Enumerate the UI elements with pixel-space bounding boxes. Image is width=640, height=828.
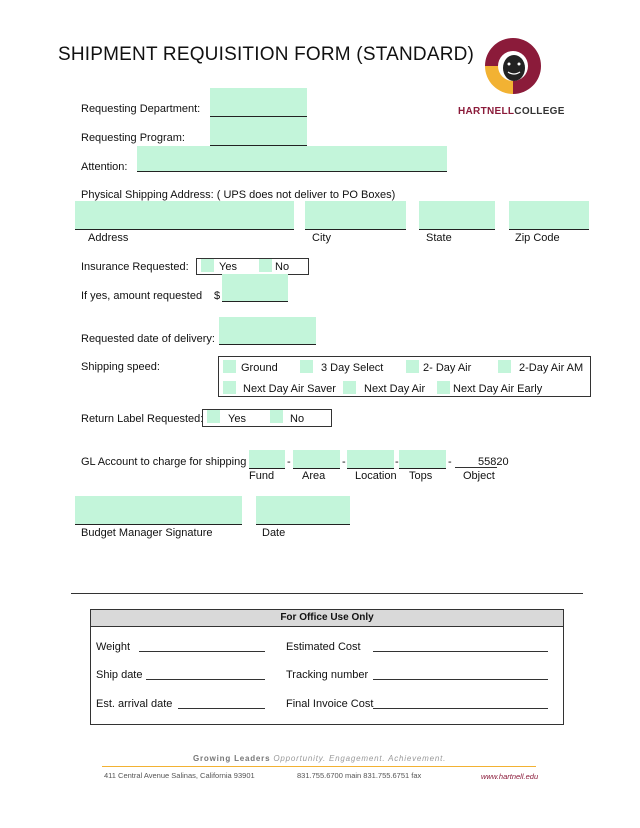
state-label: State: [426, 232, 452, 244]
next-day-air-early-label: Next Day Air Early: [453, 383, 543, 395]
two-day-air-am-label: 2-Day Air AM: [519, 362, 584, 374]
delivery-date-label: Requested date of delivery:: [81, 333, 215, 345]
college-logo: [478, 36, 548, 96]
return-label-yes-label: Yes: [228, 413, 246, 425]
footer-address: 411 Central Avenue Salinas, California 93901: [104, 771, 255, 780]
city-label: City: [312, 232, 331, 244]
weight-label: Weight: [96, 641, 131, 653]
page-title: SHIPMENT REQUISITION FORM (STANDARD): [58, 44, 475, 65]
requesting-program-input[interactable]: [210, 117, 307, 146]
arrival-date-label: Est. arrival date: [96, 698, 173, 710]
signature-date-input[interactable]: [256, 496, 350, 525]
zip-input[interactable]: [509, 201, 589, 230]
budget-manager-signature-input[interactable]: [75, 496, 242, 525]
gl-fund-label: Fund: [249, 470, 275, 482]
requesting-department-input[interactable]: [210, 88, 307, 117]
footer-tagline: Growing Leaders Opportunity. Engagement. Achievement.: [193, 754, 447, 763]
signature-date-label: Date: [262, 527, 286, 539]
dollar-sign: $: [214, 290, 221, 302]
gl-dash: -: [287, 456, 291, 468]
section-divider: [71, 593, 583, 594]
gl-tops-input[interactable]: [399, 450, 446, 469]
insurance-yes-checkbox[interactable]: [201, 259, 214, 272]
ship-date-label: Ship date: [96, 669, 143, 681]
address-input[interactable]: [75, 201, 294, 230]
gl-area-input[interactable]: [293, 450, 340, 469]
attention-label: Attention:: [81, 161, 128, 173]
address-heading: Physical Shipping Address: ( UPS does not deliver to PO Boxes): [81, 189, 396, 201]
amount-input[interactable]: [222, 274, 288, 302]
gl-dash: -: [448, 456, 452, 468]
city-input[interactable]: [305, 201, 406, 230]
address-label: Address: [88, 232, 129, 244]
footer-phone: 831.755.6700 main 831.755.6751 fax: [297, 771, 422, 780]
gl-object-value: 55820: [478, 456, 509, 468]
footer-rule: [102, 766, 536, 767]
tracking-number-input[interactable]: [373, 679, 548, 680]
three-day-select-checkbox[interactable]: [300, 360, 313, 373]
arrival-date-input[interactable]: [178, 708, 265, 709]
panther-seal-icon: [478, 36, 548, 96]
gl-dash: -: [342, 456, 346, 468]
next-day-air-saver-checkbox[interactable]: [223, 381, 236, 394]
three-day-select-label: 3 Day Select: [321, 362, 384, 374]
amount-label: If yes, amount requested: [81, 290, 203, 302]
ship-date-input[interactable]: [146, 679, 265, 680]
next-day-air-saver-label: Next Day Air Saver: [243, 383, 336, 395]
office-use-header: For Office Use Only: [91, 610, 563, 627]
gl-fund-input[interactable]: [249, 450, 285, 469]
tracking-number-label: Tracking number: [286, 669, 369, 681]
gl-area-label: Area: [302, 470, 326, 482]
gl-object-label: Object: [463, 470, 495, 482]
return-label-label: Return Label Requested:: [81, 413, 204, 425]
return-label-no-checkbox[interactable]: [270, 410, 283, 423]
return-label-yes-checkbox[interactable]: [207, 410, 220, 423]
requesting-department-label: Requesting Department:: [81, 103, 201, 115]
gl-tops-label: Tops: [409, 470, 433, 482]
return-label-options-box: [202, 409, 332, 427]
next-day-air-early-checkbox[interactable]: [437, 381, 450, 394]
ground-label: Ground: [241, 362, 278, 374]
insurance-no-checkbox[interactable]: [259, 259, 272, 272]
shipping-speed-label: Shipping speed:: [81, 361, 160, 373]
gl-location-input[interactable]: [347, 450, 394, 469]
college-name: HARTNELLCOLLEGE: [458, 106, 565, 117]
budget-manager-signature-label: Budget Manager Signature: [81, 527, 213, 539]
ground-checkbox[interactable]: [223, 360, 236, 373]
zip-label: Zip Code: [515, 232, 560, 244]
next-day-air-checkbox[interactable]: [343, 381, 356, 394]
gl-location-label: Location: [355, 470, 397, 482]
insurance-label: Insurance Requested:: [81, 261, 189, 273]
estimated-cost-input[interactable]: [373, 651, 548, 652]
two-day-air-am-checkbox[interactable]: [498, 360, 511, 373]
attention-input[interactable]: [137, 146, 447, 172]
footer-website[interactable]: www.hartnell.edu: [481, 772, 539, 781]
weight-input[interactable]: [139, 651, 265, 652]
gl-dash: -: [395, 456, 399, 468]
estimated-cost-label: Estimated Cost: [286, 641, 361, 653]
insurance-no-label: No: [275, 261, 290, 273]
two-day-air-checkbox[interactable]: [406, 360, 419, 373]
gl-account-label: GL Account to charge for shipping: [81, 456, 247, 468]
delivery-date-input[interactable]: [219, 317, 316, 345]
next-day-air-label: Next Day Air: [364, 383, 426, 395]
final-invoice-cost-input[interactable]: [373, 708, 548, 709]
two-day-air-label: 2- Day Air: [423, 362, 472, 374]
state-input[interactable]: [419, 201, 495, 230]
return-label-no-label: No: [290, 413, 305, 425]
final-invoice-cost-label: Final Invoice Cost: [286, 698, 374, 710]
requesting-program-label: Requesting Program:: [81, 132, 185, 144]
insurance-yes-label: Yes: [219, 261, 237, 273]
